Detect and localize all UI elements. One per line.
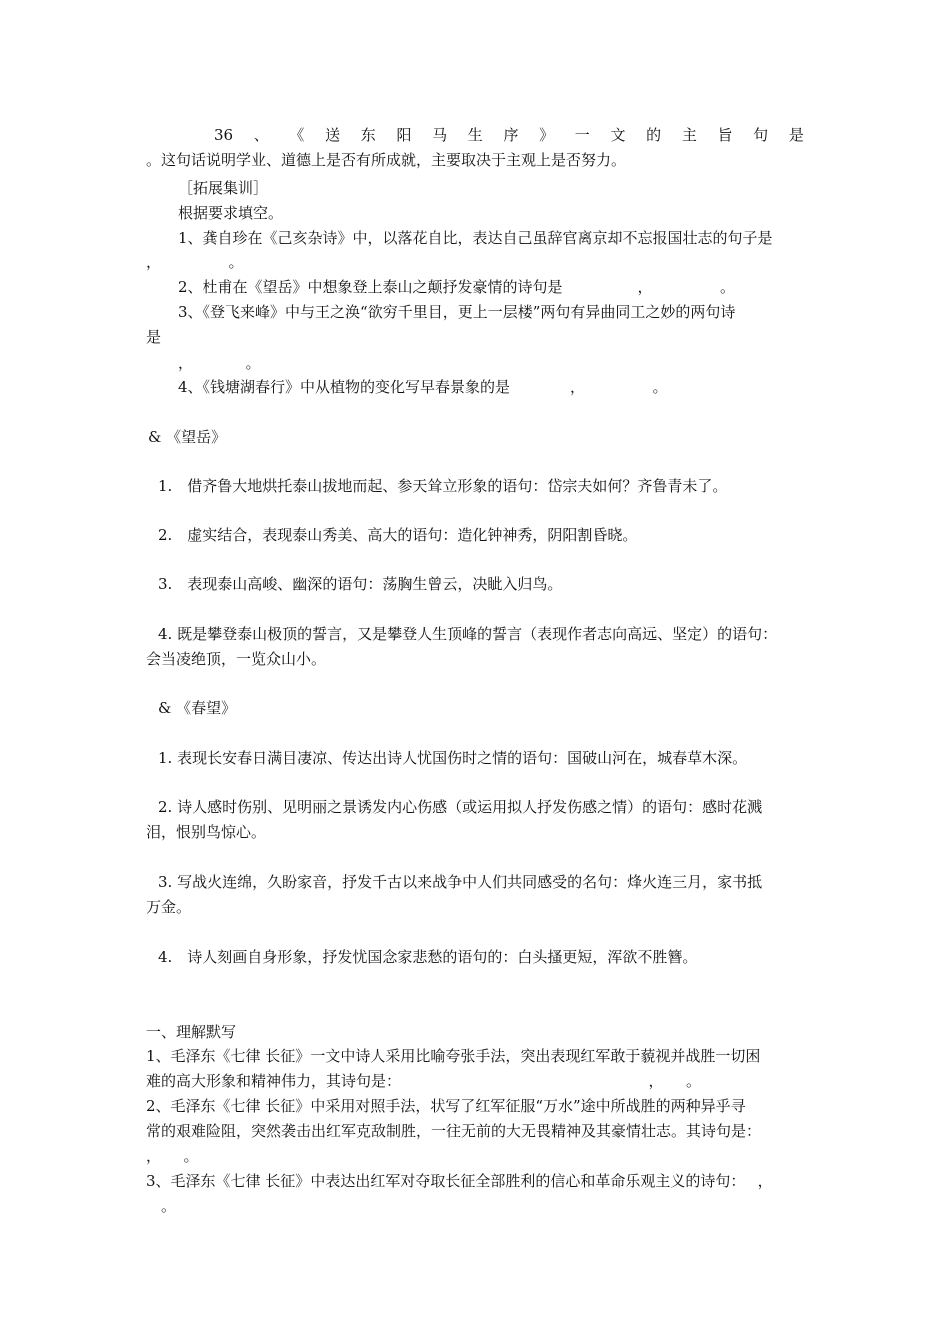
tuozhan-q3: 3、《登飞来峰》中与王之涣“欲穷千里目，更上一层楼”两句有异曲同工之妙的两句诗 xyxy=(178,303,736,321)
lijie-q1: 1、毛泽东《七律 长征》一文中诗人采用比喻夸张手法，突出表现红军敢于藐视并战胜一切困 xyxy=(146,1047,761,1065)
q36-char: 旨 xyxy=(717,126,733,144)
q36-char: 东 xyxy=(360,126,376,144)
tuozhan-q1: 1、龚自珍在《己亥杂诗》中，以落花自比，表达自己虽辞官离京却不忘报国壮志的句子是 xyxy=(178,229,773,247)
lijie-q2-cont: 常的艰难险阻，突然袭击出红军克敌制胜，一往无前的大无畏精神及其豪情壮志。其诗句是： xyxy=(146,1122,762,1140)
q36-char: 生 xyxy=(467,126,483,144)
q36-char: 句 xyxy=(753,126,769,144)
q36-char: 阳 xyxy=(396,126,412,144)
q36-sep: 、 xyxy=(253,126,269,144)
lijie-heading: 一、理解默写 xyxy=(146,1023,237,1041)
tuozhan-q3-cont: 是 xyxy=(146,328,162,346)
q36-char: 序 xyxy=(503,126,519,144)
wangyue-item4-cont: 会当凌绝顶，一览众山小。 xyxy=(146,650,327,668)
tuozhan-q2: 2、杜甫在《望岳》中想象登上泰山之颠抒发豪情的诗句是 ， 。 xyxy=(178,278,736,296)
q36-char: 是 xyxy=(788,126,804,144)
q36-line1 xyxy=(146,124,804,146)
tuozhan-heading: ［拓展集训］ xyxy=(178,179,269,197)
wangyue-item2: 2. 虚实结合，表现泰山秀美、高大的语句：造化钟神秀，阴阳割昏晓。 xyxy=(158,526,638,544)
wangyue-heading: & 《望岳》 xyxy=(148,428,227,446)
q36-char: 》 xyxy=(539,126,555,144)
chunwang-item3: 3. 写战火连绵，久盼家音，抒发千古以来战争中人们共同感受的名句：烽火连三月，家书抵 xyxy=(158,873,763,891)
lijie-q2-blank: ， 。 xyxy=(146,1147,199,1165)
chunwang-item2-cont: 泪，恨别鸟惊心。 xyxy=(146,823,267,841)
chunwang-item2: 2. 诗人感时伤别、见明丽之景诱发内心伤感（或运用拟人抒发伤感之情）的语句：感时花溅 xyxy=(158,798,763,816)
tuozhan-instruction: 根据要求填空。 xyxy=(178,204,284,222)
lijie-q1-cont: 难的高大形象和精神伟力，其诗句是： ， 。 xyxy=(146,1072,702,1090)
wangyue-item4: 4. 既是攀登泰山极顶的誓言，又是攀登人生顶峰的誓言（表现作者志向高远、坚定）的语句： xyxy=(158,625,778,643)
tuozhan-q1-blank: ， 。 xyxy=(146,253,244,271)
tuozhan-q3-blank: ， 。 xyxy=(178,354,261,372)
wangyue-item3: 3. 表现泰山高峻、幽深的语句：荡胸生曾云，决眦入归鸟。 xyxy=(158,575,563,593)
q36-line2: 。这句话说明学业、道德上是否有所成就，主要取决于主观上是否努力。 xyxy=(146,151,627,169)
tuozhan-q4: 4、《钱塘湖春行》中从植物的变化写早春景象的是 ， 。 xyxy=(178,378,668,396)
q36-char: 马 xyxy=(432,126,448,144)
q36-char: 一 xyxy=(574,126,590,144)
q36-number: 36 xyxy=(214,126,234,144)
lijie-q3: 3、毛泽东《七律 长征》中表达出红军对夺取长征全部胜利的信心和革命乐观主义的诗句： ， xyxy=(146,1172,773,1190)
chunwang-item3-cont: 万金。 xyxy=(146,898,192,916)
lijie-q2: 2、毛泽东《七律 长征》中采用对照手法，状写了红军征服“万水”途中所战胜的两种异乎寻 xyxy=(146,1097,746,1115)
q36-char: 主 xyxy=(681,126,697,144)
q36-char: 送 xyxy=(325,126,341,144)
chunwang-item4: 4. 诗人刻画自身形象，抒发忧国念家悲愁的语句的：白头搔更短，浑欲不胜簪。 xyxy=(158,948,698,966)
q36-char: 文 xyxy=(610,126,626,144)
wangyue-item1: 1. 借齐鲁大地烘托泰山拔地而起、参天耸立形象的语句：岱宗夫如何？齐鲁青未了。 xyxy=(158,477,728,495)
chunwang-heading: & 《春望》 xyxy=(158,699,237,717)
q36-char: 的 xyxy=(646,126,662,144)
q36-char: 《 xyxy=(289,126,305,144)
lijie-q3-blank: 。 xyxy=(146,1197,177,1215)
chunwang-item1: 1. 表现长安春日满目凄凉、传达出诗人忧国伤时之情的语句：国破山河在，城春草木深。 xyxy=(158,749,748,767)
